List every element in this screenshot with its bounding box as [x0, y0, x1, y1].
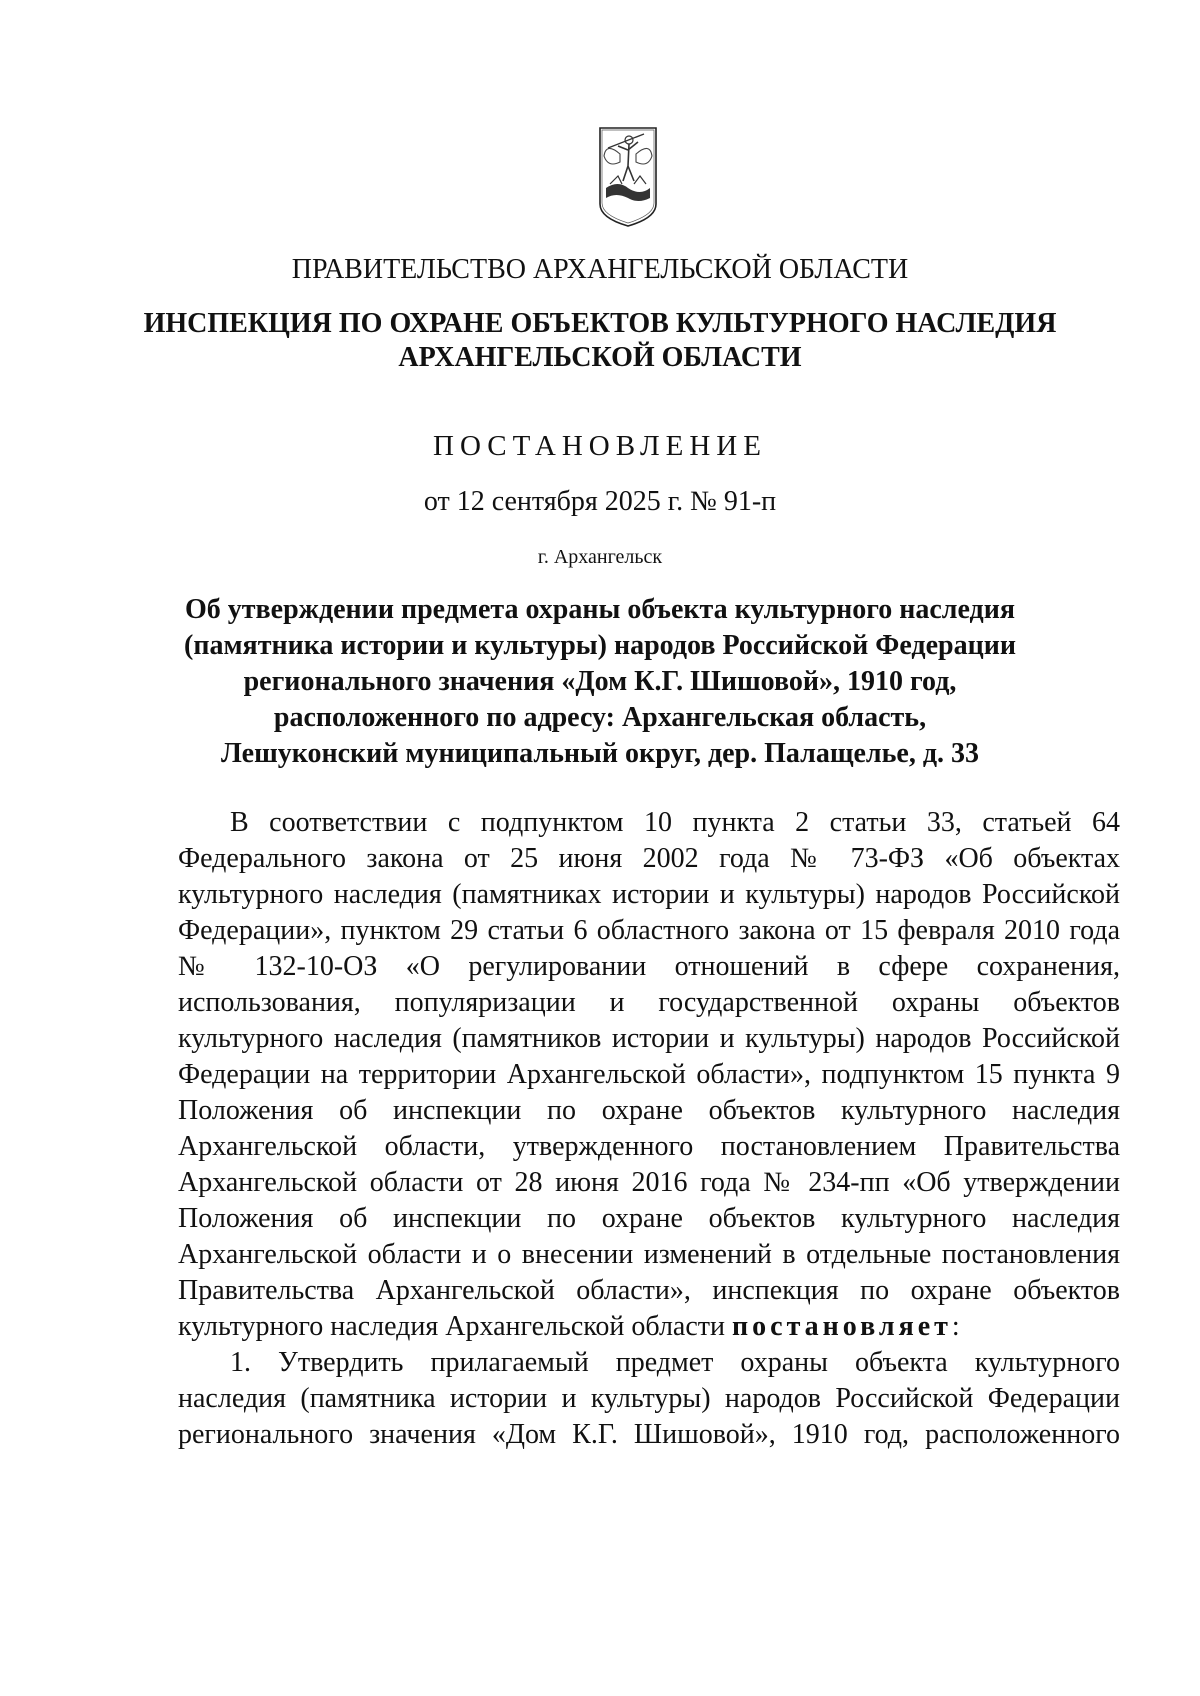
inspection-name-line: АРХАНГЕЛЬСКОЙ ОБЛАСТИ	[398, 342, 802, 373]
item-line: 1. Утвердить прилагаемый предмет охраны объекта культурного	[230, 1347, 1120, 1378]
item-line: наследия (памятника истории и культуры) народов Российской Федерации	[178, 1383, 1120, 1414]
subject-line: (памятника истории и культуры) народов Российской Федерации	[184, 630, 1016, 661]
body-line-resolution	[178, 1309, 960, 1345]
body-line: Архангельской области от 28 июня 2016 года № 234-пп «Об утверждении	[178, 1167, 1120, 1198]
inspection-name-line: ИНСПЕКЦИЯ ПО ОХРАНЕ ОБЪЕКТОВ КУЛЬТУРНОГО НАСЛЕДИЯ	[143, 308, 1057, 339]
body-line: Положения об инспекции по охране объектов культурного наследия	[178, 1095, 1120, 1126]
resolution-verb: постановляет	[732, 1311, 952, 1342]
resolution-text: культурного наследия Архангельской области	[178, 1311, 733, 1342]
body-line: № 132-10-ОЗ «О регулировании отношений в сфере сохранения,	[178, 951, 1120, 982]
subject-line: регионального значения «Дом К.Г. Шишовой», 1910 год,	[243, 666, 957, 697]
body-line: Федерального закона от 25 июня 2002 года № 73-ФЗ «Об объектах	[178, 843, 1120, 874]
body-line: Положения об инспекции по охране объектов культурного наследия	[178, 1203, 1120, 1234]
government-name: ПРАВИТЕЛЬСТВО АРХАНГЕЛЬСКОЙ ОБЛАСТИ	[291, 254, 909, 285]
body-line: Правительства Архангельской области», инспекция по охране объектов	[178, 1275, 1120, 1306]
body-line: Федерации», пунктом 29 статьи 6 областного закона от 15 февраля 2010 года	[178, 915, 1120, 946]
subject-line: Об утверждении предмета охраны объекта культурного наследия	[185, 594, 1015, 625]
subject-line: Лешуконский муниципальный округ, дер. Палащелье, д. 33	[220, 738, 980, 769]
body-line: Архангельской области, утвержденного постановлением Правительства	[178, 1131, 1120, 1162]
body-line: Федерации на территории Архангельской области», подпунктом 15 пункта 9	[178, 1059, 1120, 1090]
subject-line: расположенного по адресу: Архангельская область,	[273, 702, 927, 733]
coat-of-arms-icon	[598, 126, 658, 231]
body-line: Архангельской области и о внесении изменений в отдельные постановления	[178, 1239, 1120, 1270]
item-line: регионального значения «Дом К.Г. Шишовой», 1910 год, расположенного	[178, 1419, 1120, 1450]
city: г. Архангельск	[537, 546, 663, 568]
body-line: В соответствии с подпунктом 10 пункта 2 статьи 33, статьей 64	[230, 807, 1120, 838]
body-line: культурного наследия (памятниках истории и культуры) народов Российской	[178, 879, 1120, 910]
date-and-number: от 12 сентября 2025 г. № 91-п	[423, 486, 777, 517]
body-line: использования, популяризации и государственной охраны объектов	[178, 987, 1120, 1018]
resolution-colon: :	[951, 1311, 960, 1342]
document-type: ПОСТАНОВЛЕНИЕ	[433, 430, 767, 462]
body-line: культурного наследия (памятников истории и культуры) народов Российской	[178, 1023, 1120, 1054]
